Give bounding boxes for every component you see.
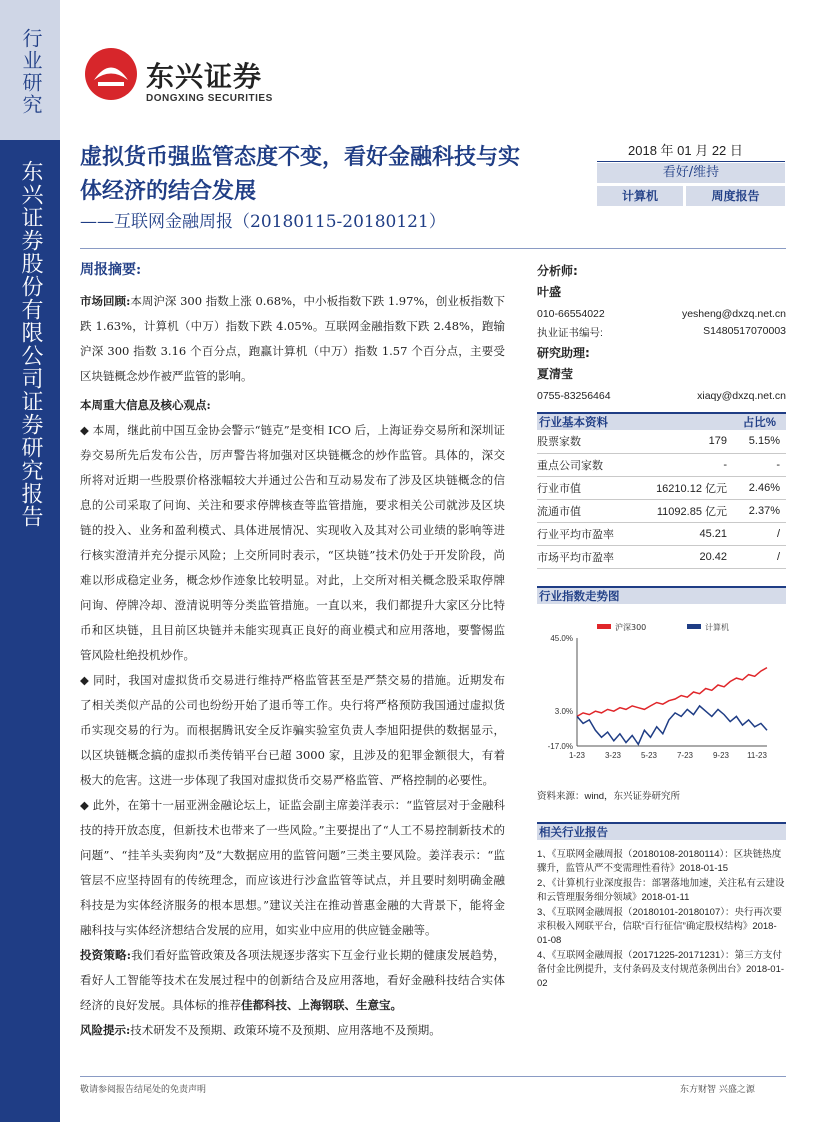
row-label: 行业平均市盈率 — [537, 522, 647, 545]
header-rule — [597, 161, 785, 162]
key-point-item: ◆ 本周，继此前中国互金协会警示“链克”是变相 ICO 后，上海证券交易所和深圳证券交易所先后发布公告，厉声警告将加强对区块链概念的炒作监管。具体的，深交所将对近期一些股票价格涨幅较大并通过公告和互动易发布了涉及区块链概念的信息的公司采取了问询、关注和要求停牌核查等监管措施，要求相关公司就涉及区块链的投入、业务和盈利模式、具体进展情况、实现收入及其对公司业绩的影响等进行核实澄清并充分提示风险；上交所同时表示，“区块链”技术仍处于开发阶段，尚难以形成稳定业务，概念炒作迹象比较明显。对此，上交所对相关概念股采取停牌问询、停牌冷却、澄清说明等分类监管措施。一直以来，我们都提升大家区分比特币和区块链，且目前区块链并未能实现真正良好的商业模式和应用落地，要警惕监管风险杜绝投机炒作。 — [80, 423, 506, 662]
x-tick-label: 7-23 — [676, 751, 694, 760]
cert-label: 执业证书编号: — [537, 327, 603, 339]
assistant-heading: 研究助理: — [537, 346, 590, 360]
assistant-email[interactable]: xiaqy@dxzq.net.cn — [697, 390, 786, 402]
report-type-tag: 周度报告 — [686, 186, 785, 206]
investment-strategy-label: 投资策略: — [80, 948, 131, 962]
section-divider — [80, 248, 786, 249]
industry-basics-heading: 行业基本资料 — [539, 417, 608, 429]
y-tick-label: -17.0% — [547, 742, 573, 751]
dongxing-logo-icon — [84, 47, 138, 101]
row-value: - — [647, 453, 727, 476]
key-point-text: 同时，我国对虚拟货币交易进行维持严格监管甚至是严禁交易的措施。近期发布了相关类似产品的公司也纷纷开始了退币等工作。央行将严格预防我国通过虚拟货币实现交易的行为。而根据腾讯安全反诈骗实验室负责人李旭阳提供的数据显示，以区块链概念搞的虚拟币类传销平台已超 3000 家，且涉及的犯罪金额很大，有着极大的危害。这进一步体现了我国对虚拟货币交易严格监管、严格控制的必要性。 — [80, 673, 506, 787]
legend-swatch — [687, 624, 701, 629]
report-date: 2018 年 01 月 22 日 — [628, 143, 743, 158]
industry-basics-table — [537, 430, 786, 569]
industry-basics-section — [537, 412, 786, 569]
market-review-text: 本周沪深 300 指数上涨 0.68%，中小板指数下跌 1.97%，创业板指数下跌 1.63%，计算机（中万）指数下跌 4.05%。互联网金融指数下跌 2.48%，跑输沪深 300 指数 3.16 个百分点，跑赢计算机（中万）指数 1.57 个百分点，主要受区块链概念炒作被严监管的影响。 — [80, 294, 505, 383]
industry-table-row — [537, 430, 786, 453]
assistant-phone: 0755-83256464 — [537, 390, 611, 402]
row-ratio: - — [727, 453, 786, 476]
x-tick-label: 3-23 — [604, 751, 622, 760]
analyst-contact-row — [537, 308, 786, 320]
chart-source: 资料来源：wind，东兴证券研究所 — [537, 791, 681, 802]
risk-paragraph — [80, 1018, 505, 1043]
related-report-item[interactable]: 4、《互联网金融周报（20171225-20171231）：第三方支付备付金比例提升，支付条码及支付规范条例出台》2018-01-02 — [537, 950, 785, 989]
footer-slogan: 东方财智 兴盛之源 — [680, 1085, 755, 1095]
market-review-paragraph — [80, 289, 505, 389]
summary-heading: 周报摘要: — [80, 262, 142, 278]
y-tick-label: 3.0% — [554, 707, 573, 717]
row-ratio: / — [727, 522, 786, 545]
trend-heading: 行业指数走势图 — [537, 586, 786, 604]
row-ratio: 2.37% — [727, 499, 786, 522]
analyst-block — [537, 262, 786, 402]
related-report-item[interactable]: 3、《互联网金融周报（20180101-20180107）：央行再次要求积极入网联平台，信联“百行征信”确定股权结构》2018-01-08 — [537, 907, 782, 946]
x-tick-label: 11-23 — [747, 751, 767, 760]
row-label: 流通市值 — [537, 499, 647, 522]
ratio-heading: 占比% — [742, 417, 776, 429]
legend-label: 计算机 — [705, 623, 729, 632]
row-label: 行业市值 — [537, 476, 647, 499]
industry-table-row — [537, 476, 786, 499]
footer-rule — [80, 1076, 786, 1077]
x-tick-label: 5-23 — [640, 751, 658, 760]
key-point-text: 此外，在第十一届亚洲金融论坛上，证监会副主席姜洋表示：“监管层对于金融科技的持开放态度，但新技术也带来了一些风险。”主要提出了“人工不易控制新技术的问题”、“挂羊头卖狗肉”及“大数据应用的监管问题”三类主要风险。姜洋表示：“监管层不应坚持固有的传统理念，而应该进行沙盒监管等试点，并且要时刻明确金融科技是为实体经济服务的根本思想。”建议关注在推动普惠金融的大背景下，能将金融科技与实体经济想结合发展的应用，如实业中应用的供应链金融等。 — [80, 798, 506, 937]
assistant-contact-row — [537, 390, 786, 402]
risk-label: 风险提示: — [80, 1023, 131, 1037]
row-ratio: 2.46% — [727, 476, 786, 499]
related-reports-heading: 相关行业报告 — [537, 822, 786, 840]
logo-company-english: DONGXING SECURITIES — [146, 93, 273, 104]
summary-block — [80, 258, 505, 1043]
series-line-computer — [577, 706, 767, 744]
row-value: 20.42 — [647, 545, 727, 568]
investment-strategy-text: 我们看好监管政策及各项法规逐步落实下互金行业长期的健康发展趋势，看好人工智能等技术在发展过程中的创新结合及应用落地，看好金融科技结合实体经济的良好发展。具体标的推荐 — [80, 948, 505, 1012]
row-ratio: / — [727, 545, 786, 568]
related-report-item[interactable]: 2、《计算机行业深度报告：部署落地加速，关注私有云建设和云管理服务细分领域》2018-01-11 — [537, 878, 785, 903]
row-label: 市场平均市盈率 — [537, 545, 647, 568]
industry-table-row — [537, 522, 786, 545]
y-tick-label: 45.0% — [550, 634, 573, 643]
analyst-cert-row — [537, 325, 786, 340]
cert-number: S1480517070003 — [703, 325, 786, 337]
rating-badge: 看好/维持 — [597, 163, 785, 183]
analyst-name: 叶盛 — [537, 285, 562, 299]
row-value: 179 — [647, 430, 727, 453]
industry-table-row — [537, 545, 786, 568]
footer-disclaimer: 敬请参阅报告结尾处的免责声明 — [80, 1085, 207, 1095]
key-point-item: ◆ 同时，我国对虚拟货币交易进行维持严格监管甚至是严禁交易的措施。近期发布了相关类似产品的公司也纷纷开始了退币等工作。央行将严格预防我国通过虚拟货币实现交易的行为。而根据腾讯安全反诈骗实验室负责人李旭阳提供的数据显示，以区块链概念搞的虚拟币类传销平台已超 3000 家，且涉及的犯罪金额很大，有着极大的危害。这进一步体现了我国对虚拟货币交易严格监管、严格控制的必要性。 — [80, 673, 506, 787]
market-review-label: 市场回顾: — [80, 294, 131, 308]
related-report-item[interactable]: 1、《互联网金融周报（20180108-20180114）：区块链热度骤升，监管从严不变需理性看待》2018-01-15 — [537, 849, 782, 874]
report-title: 虚拟货币强监管态度不变，看好金融科技与实体经济的结合发展 — [80, 144, 521, 204]
company-vertical-label: 东兴证券股份有限公司证券研究报告 — [18, 160, 43, 528]
trend-section — [537, 586, 786, 604]
x-tick-label: 1-23 — [568, 751, 586, 760]
legend-swatch — [597, 624, 611, 629]
recommended-stocks: 佳都科技、上海钢联、生意宝。 — [241, 998, 402, 1012]
key-point-item: ◆ 此外，在第十一届亚洲金融论坛上，证监会副主席姜洋表示：“监管层对于金融科技的持开放态度，但新技术也带来了一些风险。”主要提出了“人工不易控制新技术的问题”、“挂羊头卖狗肉”及“大数据应用的监管问题”三类主要风险。姜洋表示：“监管层不应坚持固有的传统理念，而应该进行沙盒监管等试点，并且要时刻明确金融科技是为实体经济服务的根本思想。”建议关注在推动普惠金融的大背景下，能将金融科技与实体经济想结合发展的应用，如实业中应用的供应链金融等。 — [80, 798, 506, 937]
x-tick-label: 9-23 — [712, 751, 730, 760]
row-label: 股票家数 — [537, 430, 647, 453]
series-line-hs300 — [577, 668, 767, 717]
analyst-email[interactable]: yesheng@dxzq.net.cn — [681, 308, 786, 320]
legend-label: 沪深300 — [615, 623, 647, 632]
sector-tag: 计算机 — [597, 186, 683, 206]
analyst-phone: 010-66554022 — [537, 308, 605, 320]
row-value: 11092.85 亿元 — [647, 499, 727, 522]
industry-trend-chart — [537, 618, 786, 788]
report-category-label: 行业研究 — [19, 28, 43, 116]
industry-table-row — [537, 499, 786, 522]
key-point-text: 本周，继此前中国互金协会警示“链克”是变相 ICO 后，上海证券交易所和深圳证券交易所先后发布公告，厉声警告将加强对区块链概念的炒作监管。具体的，深交所将对近期一些股票价格涨幅较大并通过公告和互动易发布了涉及区块链概念的信息的公司采取了问询、关注和要求停牌核查等监管措施，要求相关公司就涉及区块链的投入、业务和盈利模式、具体进展情况、实现收入及其对公司业绩的影响等进行核实澄清并充分提示风险；上交所同时表示，“区块链”技术仍处于开发阶段，尚难以形成稳定业务，概念炒作迹象比较明显。对此，上交所对相关概念股采取停牌问询、停牌冷却、澄清说明等分类监管措施。一直以来，我们都提升大家区分比特币和区块链，且目前区块链并未能实现真正良好的商业模式和应用落地，要警惕监管风险杜绝投机炒作。 — [80, 423, 506, 662]
row-value: 45.21 — [647, 522, 727, 545]
row-ratio: 5.15% — [727, 430, 786, 453]
assistant-name: 夏清莹 — [537, 367, 574, 381]
investment-strategy-paragraph — [80, 943, 505, 1018]
risk-text: 技术研发不及预期、政策环境不及预期、应用落地不及预期。 — [130, 1023, 441, 1037]
row-value: 16210.12 亿元 — [647, 476, 727, 499]
analyst-heading: 分析师: — [537, 264, 578, 278]
report-subtitle: ——互联网金融周报（20180115-20180121） — [80, 212, 446, 232]
industry-basics-header — [537, 412, 786, 430]
row-label: 重点公司家数 — [537, 453, 647, 476]
key-points-heading: 本周重大信息及核心观点: — [80, 398, 211, 412]
industry-table-row — [537, 453, 786, 476]
related-reports-list — [537, 848, 786, 991]
logo-company-name: 东兴证券 — [146, 60, 263, 93]
related-reports-section — [537, 822, 786, 992]
